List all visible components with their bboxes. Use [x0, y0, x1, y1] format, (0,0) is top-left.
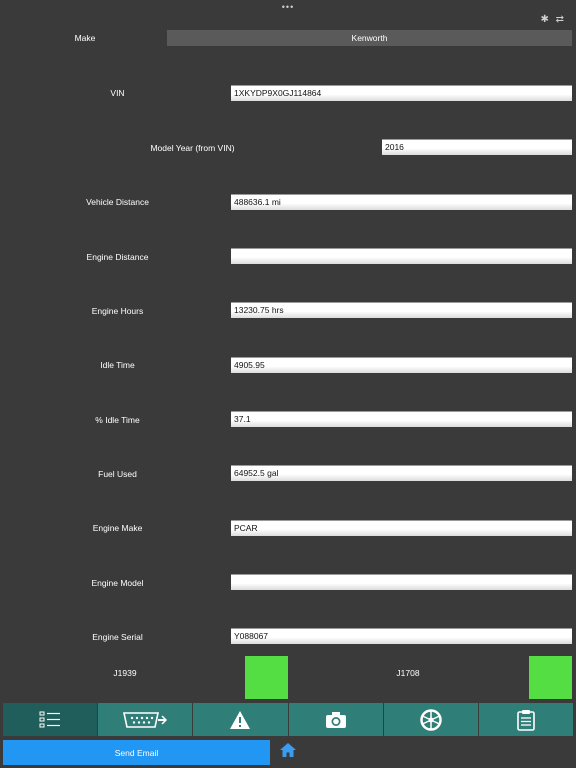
- engine-model-label: Engine Model: [91, 578, 144, 588]
- clipboard-icon: [517, 709, 535, 731]
- engine-serial-label: Engine Serial: [92, 632, 143, 642]
- j1708-label: J1708: [396, 668, 420, 678]
- engine-hours-field[interactable]: 13230.75 hrs: [231, 302, 572, 318]
- status-icons: [536, 14, 564, 25]
- engine-make-field[interactable]: PCAR: [231, 520, 572, 536]
- fuel-used-label: Fuel Used: [98, 469, 137, 479]
- fuel-used-field[interactable]: 64952.5 gal: [231, 465, 572, 481]
- vehicle-distance-field[interactable]: 488636.1 mi: [231, 194, 572, 210]
- tab-warnings[interactable]: [193, 703, 288, 736]
- model-year-label: Model Year (from VIN): [150, 143, 235, 153]
- make-label: Make: [74, 33, 96, 43]
- checklist-icon: [39, 710, 61, 730]
- camera-icon: [325, 711, 347, 729]
- engine-distance-label: Engine Distance: [86, 252, 149, 262]
- vin-field[interactable]: 1XKYDP9X0GJ114864: [231, 85, 572, 101]
- engine-make-label: Engine Make: [92, 523, 143, 533]
- engine-serial-field[interactable]: Y088067: [231, 628, 572, 644]
- engine-model-field[interactable]: [231, 574, 572, 590]
- sync-icon: ⇄: [555, 14, 564, 25]
- tab-connector[interactable]: [98, 703, 193, 736]
- home-button[interactable]: [279, 742, 297, 763]
- send-email-button[interactable]: Send Email: [3, 740, 270, 765]
- idle-time-label: Idle Time: [100, 360, 135, 370]
- vin-label: VIN: [110, 88, 125, 98]
- tab-bar: [3, 703, 573, 736]
- make-value[interactable]: Kenworth: [167, 30, 572, 46]
- warning-icon: [229, 710, 251, 730]
- tire-icon: [420, 709, 442, 731]
- j1939-label: J1939: [113, 668, 137, 678]
- home-icon: [279, 742, 297, 758]
- tab-notes[interactable]: [479, 703, 573, 736]
- model-year-field[interactable]: 2016: [382, 139, 572, 155]
- idle-percent-field[interactable]: 37.1: [231, 411, 572, 427]
- bluetooth-icon: ✱: [540, 14, 549, 25]
- tab-checklist[interactable]: [3, 703, 98, 736]
- top-dots: •••: [281, 2, 295, 12]
- tab-camera[interactable]: [289, 703, 384, 736]
- idle-percent-label: % Idle Time: [95, 415, 140, 425]
- vehicle-distance-label: Vehicle Distance: [86, 197, 149, 207]
- engine-hours-label: Engine Hours: [91, 306, 144, 316]
- j1939-status-indicator: [245, 656, 288, 699]
- connector-icon: [122, 710, 168, 730]
- tab-tires[interactable]: [384, 703, 479, 736]
- j1708-status-indicator: [529, 656, 572, 699]
- engine-distance-field[interactable]: [231, 248, 572, 264]
- idle-time-field[interactable]: 4905.95: [231, 357, 572, 373]
